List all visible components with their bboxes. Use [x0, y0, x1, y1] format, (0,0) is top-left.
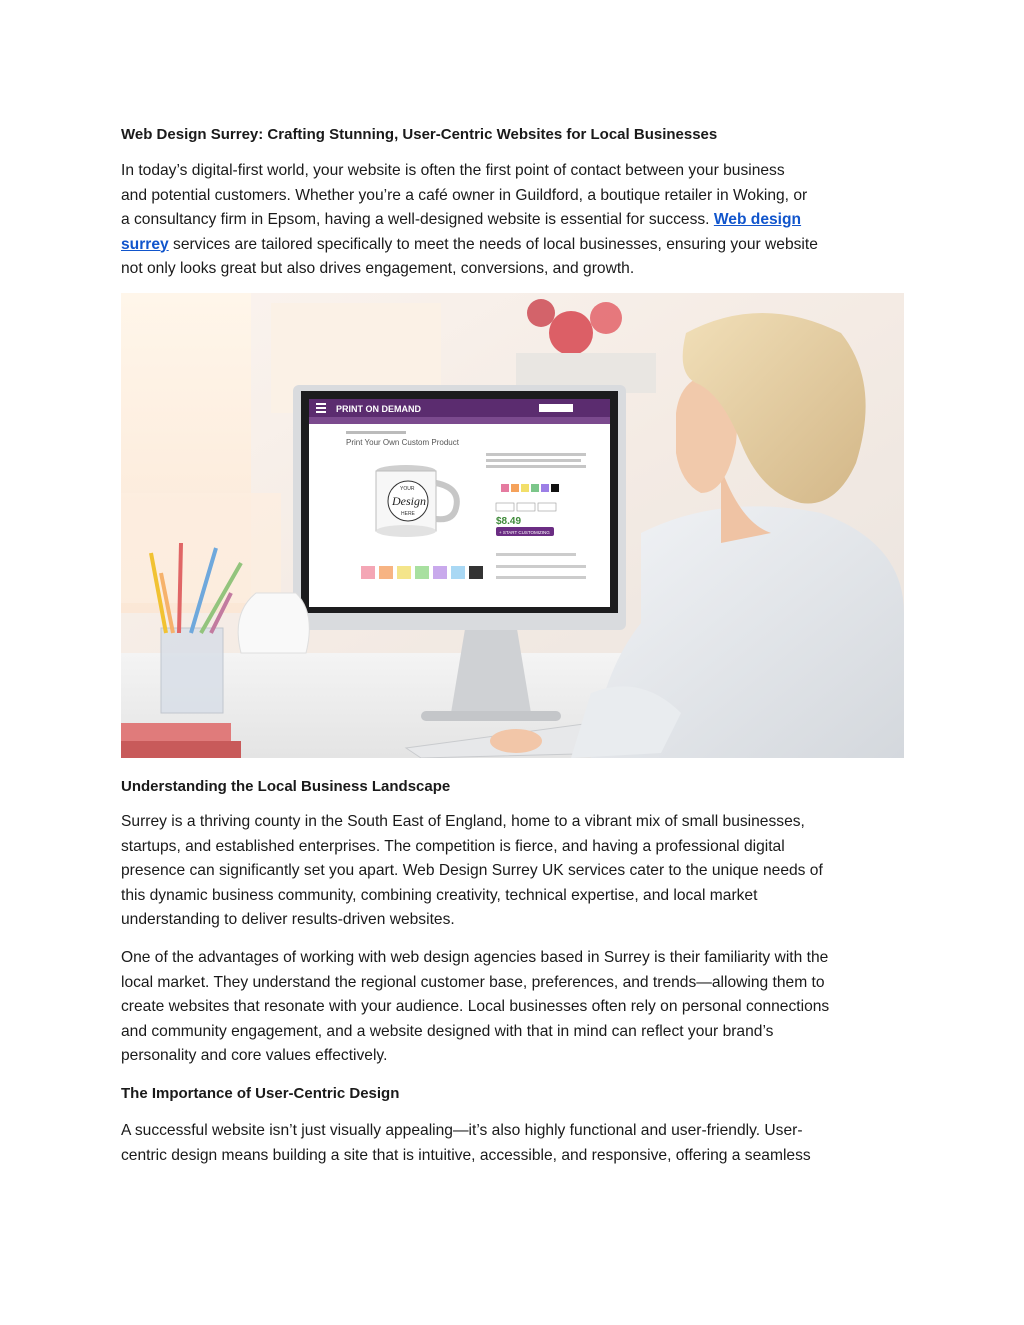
paragraph-line: create websites that resonate with your audience. Local businesses often rely on personal connections [121, 998, 830, 1015]
intro-line [121, 208, 905, 233]
paragraph-line: understanding to deliver results-driven websites. [121, 911, 455, 928]
intro-paragraph [121, 159, 905, 282]
paragraph-line: and community engagement, and a website designed with that in mind can reflect your brand’s [121, 1022, 774, 1040]
intro-text: a consultancy firm in Epsom, having a well-designed website is essential for success. [121, 211, 714, 228]
intro-line [121, 233, 905, 258]
paragraph-line: presence can significantly set you apart. Web Design Surrey UK services cater to the unique needs of [121, 862, 823, 879]
paragraph-line: personality and core values effectively. [121, 1047, 388, 1064]
section-heading-local-landscape: Understanding the Local Business Landscape [121, 778, 451, 795]
section-heading-user-centric: The Importance of User-Centric Design [121, 1085, 400, 1102]
section2-paragraph1 [121, 1119, 905, 1168]
intro-line: In today’s digital-first world, your website is often the first point of contact between your business [121, 162, 785, 179]
intro-line: not only looks great but also drives engagement, conversions, and growth. [121, 260, 635, 277]
monitor-brand: PRINT ON DEMAND [336, 404, 421, 414]
mug-text-main: Design [392, 494, 426, 508]
web-design-surrey-link[interactable]: Web design [713, 211, 802, 228]
article-title: Web Design Surrey: Crafting Stunning, User-Centric Websites for Local Businesses [121, 126, 718, 143]
paragraph-line: local market. They understand the regional customer base, preferences, and trends—allowing them to [121, 973, 825, 991]
monitor-price: $8.49 [496, 516, 522, 527]
intro-text: services are tailored specifically to meet the needs of local businesses, ensuring your website [168, 235, 818, 253]
paragraph-line: Surrey is a thriving county in the South East of England, home to a vibrant mix of small businesses, [121, 813, 805, 830]
paragraph-line: startups, and established enterprises. The competition is fierce, and having a professional digital [121, 837, 785, 855]
paragraph-line: centric design means building a site that is intuitive, accessible, and responsive, offering a seamless [121, 1146, 811, 1164]
mug-text-bottom: HERE [401, 511, 415, 517]
paragraph-line: One of the advantages of working with web design agencies based in Surrey is their familiarity with the [121, 949, 829, 966]
section1-paragraph1 [121, 810, 905, 933]
paragraph-line: A successful website isn’t just visually appealing—it’s also highly functional and user-friendly. User- [121, 1122, 803, 1139]
mug-text-top: YOUR [400, 486, 415, 492]
web-design-surrey-link-continued[interactable]: surrey [121, 235, 169, 253]
intro-line: and potential customers. Whether you’re a café owner in Guildford, a boutique retailer in Woking, or [121, 186, 808, 204]
article-photo [121, 293, 904, 758]
paragraph-line: this dynamic business community, combining creativity, technical expertise, and local market [121, 886, 758, 904]
monitor-product-title: Print Your Own Custom Product [346, 438, 459, 447]
monitor-cta: + START CUSTOMIZING [499, 530, 550, 535]
section1-paragraph2 [121, 946, 905, 1069]
